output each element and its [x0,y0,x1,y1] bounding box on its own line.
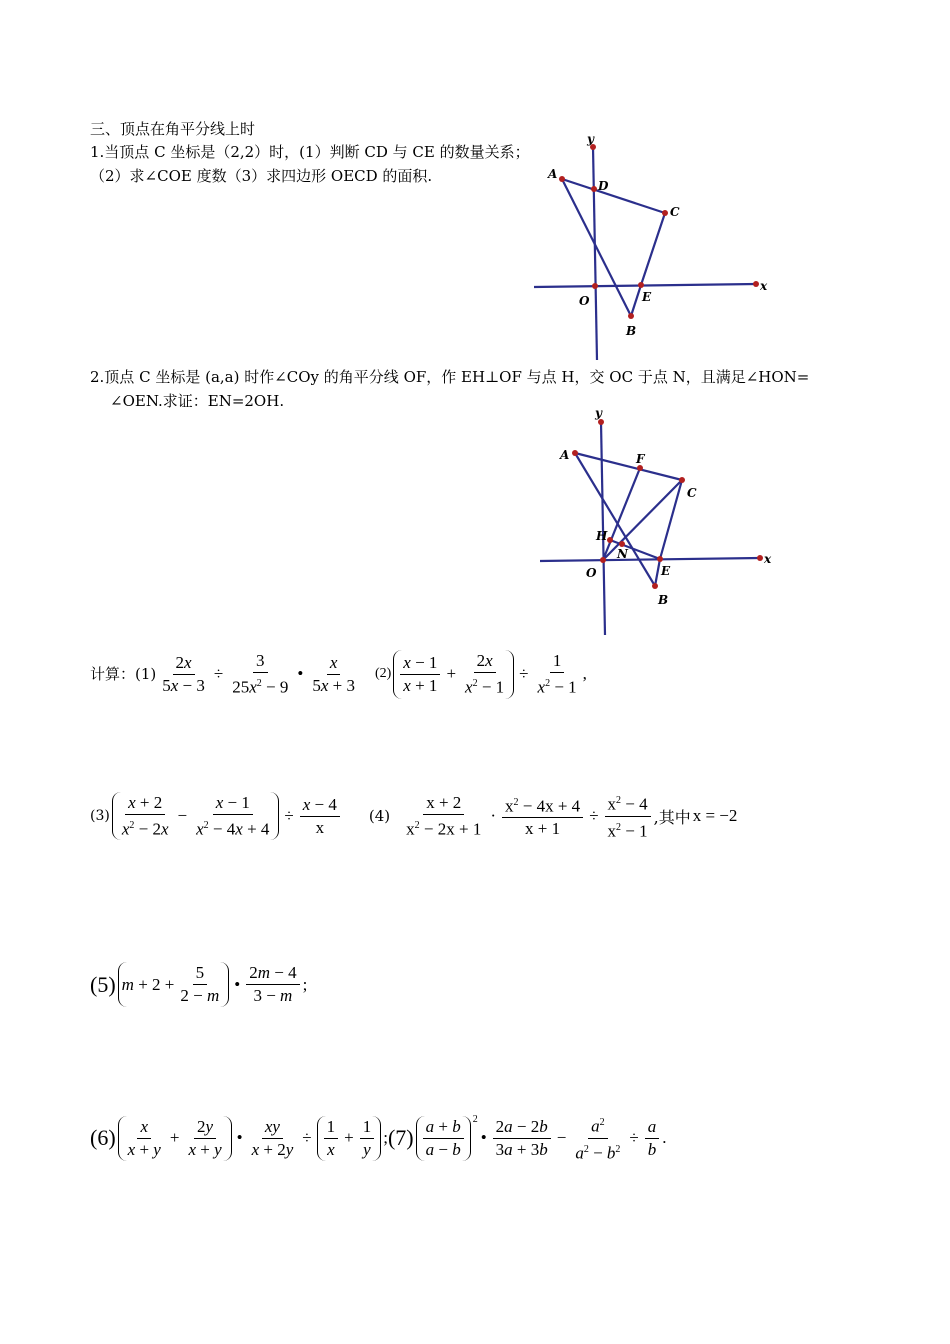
label-y: y [595,406,602,420]
parenthesis-group: $\frac{a + b}{a - b}$ [416,1116,471,1161]
calc-row-1: 计算：(1) $\frac{2x}{5x - 3}$ ÷ $\frac{3}{25x^2 - 9}$ • $\frac{x}{5x + 3}$ (2) $\frac{x - 1}{x + 1}$ + $\frac{2x}{x^2 - 1}$ ÷ $\frac{1}{x^2 - 1}$ , [90,651,587,697]
period: . [662,1128,667,1148]
calc-row-4: (6) $\frac{x}{x + y}$ + $\frac{2y}{x + y}$ • $\frac{xy}{x + 2y}$ ÷ $\frac{1}{x}$ + $\frac{1}{y}$ ; (7) $\frac{a + b}{a - b}$ $^2$ • $\frac{2a - 2b}{3a + 3b}$ − $\frac{a^2}{a^2 - b^2}$ ÷ $\frac{a}{b}$ . [90,1114,667,1163]
calc-row-3: (5) m + 2 + $\frac{5}{2 - m}$ • $\frac{2m - 4}{3 - m}$ ; [90,963,308,1005]
section-title: 三、顶点在角平分线上时 [90,120,256,138]
label-a: A [560,448,570,462]
calc-label-3: (3) [90,808,110,825]
label-f: F [636,452,645,466]
label-a: A [548,167,558,181]
condition-text: ,其中 [653,807,691,827]
parenthesis-group: $\frac{x}{x + y}$ + $\frac{2y}{x + y}$ [118,1116,232,1161]
semicolon: ; [383,1128,388,1148]
parenthesis-group: m + 2 + $\frac{5}{2 - m}$ [118,962,230,1007]
label-x: x [764,552,772,566]
semicolon: ; [302,974,308,994]
fraction: $\frac{2a - 2b}{3a + 3b}$ [493,1116,551,1161]
label-y: y [587,132,594,146]
fraction: $\frac{a}{b}$ [645,1116,660,1161]
figure-2 [530,405,780,640]
fraction: $\frac{1}{x^2 - 1}$ [537,651,577,697]
label-d: D [598,179,609,193]
fraction: $\frac{x}{5x + 3}$ [312,652,355,695]
calc-label-5: (5) [90,971,116,997]
comma: , [582,664,587,684]
parenthesis-group: $\frac{x - 1}{x + 1}$ + $\frac{2x}{x^2 - 1}$ [393,650,514,699]
parenthesis-group: $\frac{x + 2}{x^2 - 2x}$ − $\frac{x - 1}{x^2 - 4x + 4}$ [112,792,280,841]
label-e: E [661,564,671,578]
condition-value: x = −2 [692,806,738,826]
label-o: O [586,566,597,580]
calc-row-2: (3) $\frac{x + 2}{x^2 - 2x}$ − $\frac{x - 1}{x^2 - 4x + 4}$ ÷ $\frac{x - 4}{x}$ (4) $\frac{x + 2}{x^2 - 2x + 1}$ · $\frac{x^2 - 4x + 4}{x + 1}$ ÷ $\frac{x^2 - 4}{x^2 - 1}$ ,其中 x = −2 [90,790,737,842]
fraction: $\frac{a^2}{a^2 - b^2}$ [572,1112,623,1164]
label-b: B [626,324,637,338]
fraction: $\frac{3}{25x^2 - 9}$ [232,651,289,697]
label-o: O [579,294,590,308]
fraction: $\frac{x - 4}{x}$ [300,794,340,839]
problem-2-line-2: ∠OEN.求证：EN=2OH. [110,392,285,410]
label-n: N [617,547,628,561]
label-x: x [760,279,768,293]
fraction: $\frac{x^2 - 4}{x^2 - 1}$ [605,790,651,842]
calc-label-6: (6) [90,1125,116,1151]
fraction: $\frac{x^2 - 4x + 4}{x + 1}$ [502,792,583,841]
label-c: C [687,486,697,500]
problem-1-line-1: 1.当顶点 C 坐标是（2,2）时，(1）判断 CD 与 CE 的数量关系； [90,143,530,161]
fraction: $\frac{2m - 4}{3 - m}$ [246,962,299,1007]
figure-1 [520,130,780,365]
label-e: E [642,290,652,304]
calc-label-7: (7) [387,1125,414,1151]
calc-label-2: (2) [374,666,392,682]
parenthesis-group: $\frac{1}{x}$ + $\frac{1}{y}$ [317,1116,382,1161]
label-c: C [670,205,680,219]
fraction: $\frac{2x}{5x - 3}$ [162,652,205,695]
problem-1-line-2: （2）求∠COE 度数（3）求四边形 OECD 的面积. [90,167,433,185]
fraction: $\frac{x + 2}{x^2 - 2x + 1}$ [406,792,482,839]
calc-lead: 计算：(1) [90,665,157,684]
fraction: $\frac{xy}{x + 2y}$ [251,1116,294,1159]
problem-2-line-1: 2.顶点 C 坐标是 (a,a) 时作∠COy 的角平分线 OF，作 EH⊥OF 与点 H，交 OC 于点 N，且满足∠HON= [90,368,810,386]
label-b: B [658,593,669,607]
label-h: H [596,529,608,543]
calc-label-4: (4) [368,807,391,826]
